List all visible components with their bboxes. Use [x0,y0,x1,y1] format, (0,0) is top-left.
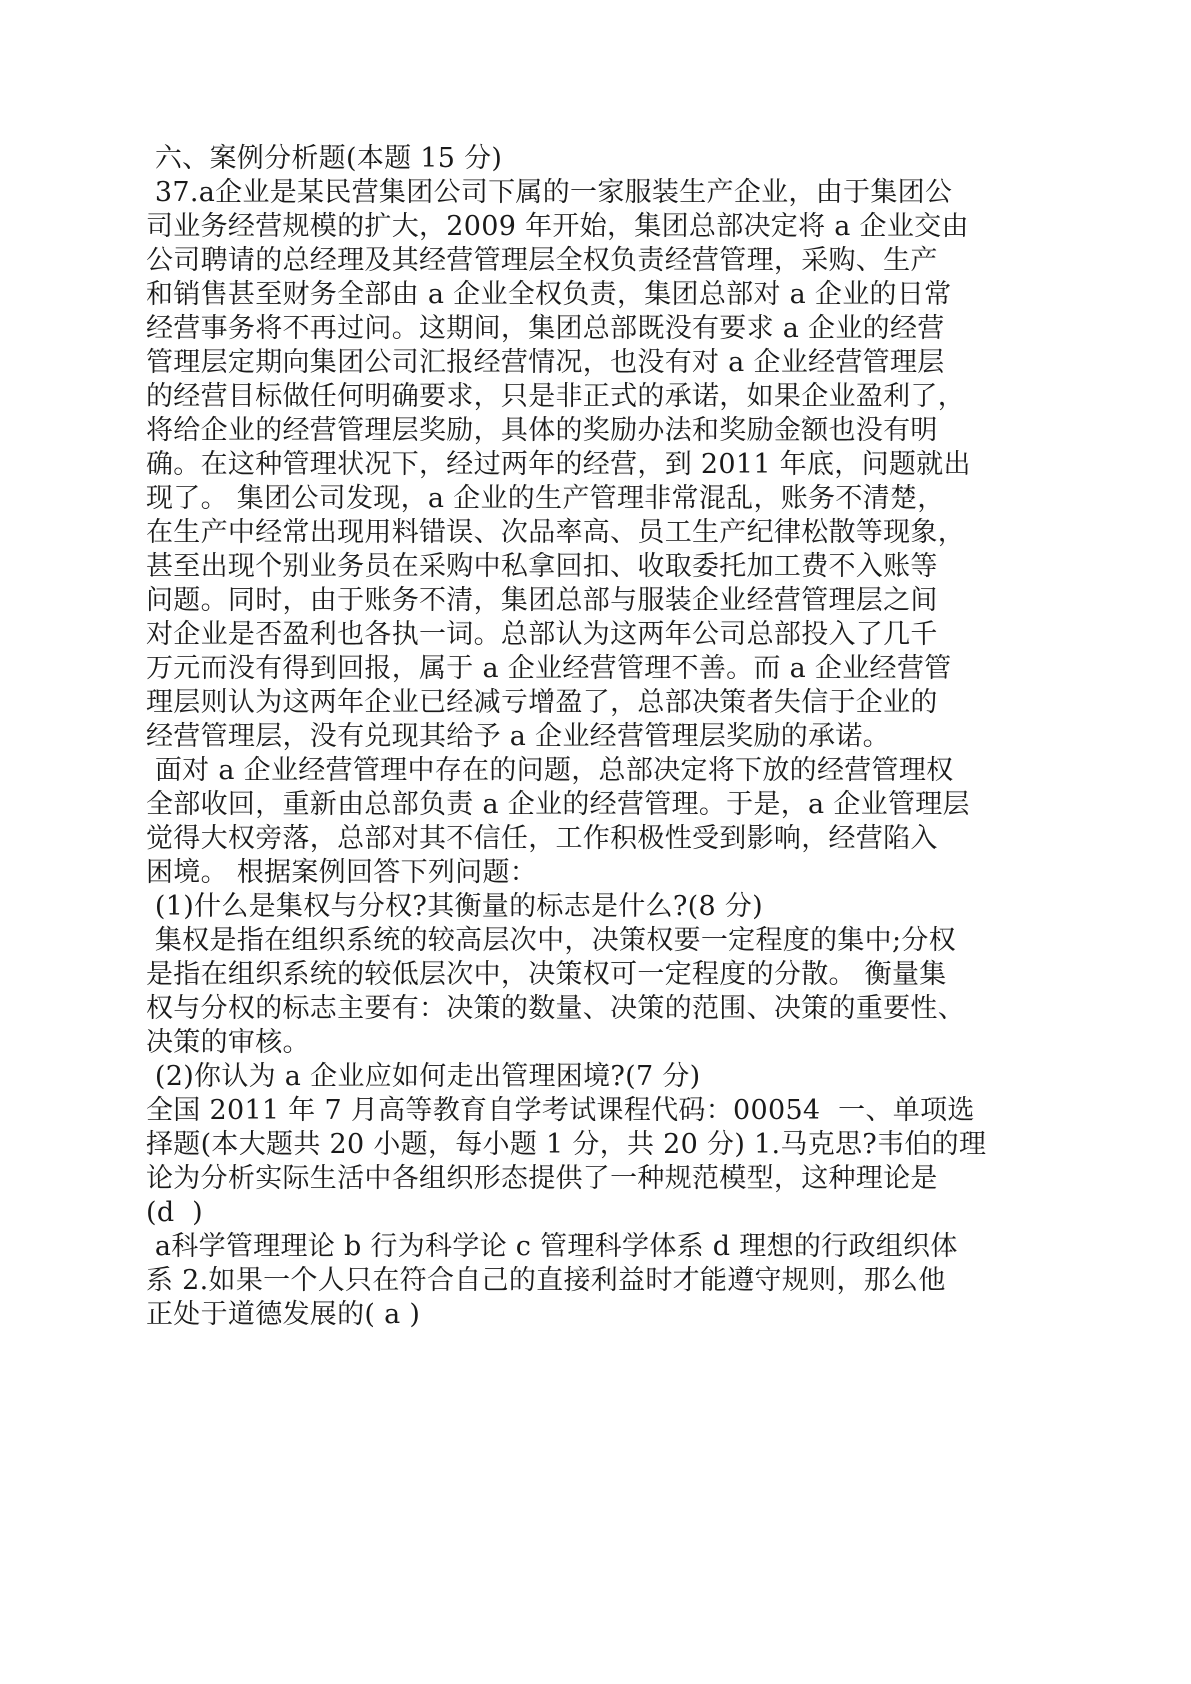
text-line: 37.a企业是某民营集团公司下属的一家服装生产企业，由于集团公 [146,177,953,208]
text-line: 全国 2011 年 7 月高等教育自学考试课程代码：00054 一、单项选 [146,1095,975,1126]
answer-line: 权与分权的标志主要有：决策的数量、决策的范围、决策的重要性、 [146,993,965,1024]
text-line: 的经营目标做任何明确要求，只是非正式的承诺，如果企业盈利了， [146,381,965,412]
text-line: 经营管理层，没有兑现其给予 a 企业经营管理层奖励的承诺。 [146,721,890,752]
text-line: 问题。同时，由于账务不清，集团总部与服装企业经营管理层之间 [146,585,938,616]
question-line: (2)你认为 a 企业应如何走出管理困境?(7 分) [146,1061,701,1092]
answer-line: 集权是指在组织系统的较高层次中，决策权要一定程度的集中;分权 [146,925,956,956]
text-line: (d ) [146,1197,204,1228]
text-line: 确。在这种管理状况下，经过两年的经营，到 2011 年底，问题就出 [146,449,971,480]
text-line: 在生产中经常出现用料错误、次品率高、员工生产纪律松散等现象， [146,517,965,548]
text-line: 现了。 集团公司发现，a 企业的生产管理非常混乱，账务不清楚， [146,483,945,514]
question-line: (1)什么是集权与分权?其衡量的标志是什么?(8 分) [146,891,764,922]
answer-line: 是指在组织系统的较低层次中，决策权可一定程度的分散。 衡量集 [146,959,947,990]
text-line: 经营事务将不再过问。这期间，集团总部既没有要求 a 企业的经营 [146,313,945,344]
text-line: 和销售甚至财务全部由 a 企业全权负责，集团总部对 a 企业的日常 [146,279,952,310]
text-line: 司业务经营规模的扩大，2009 年开始，集团总部决定将 a 企业交由 [146,211,969,242]
answer-line: 决策的审核。 [146,1027,310,1058]
text-line: 论为分析实际生活中各组织形态提供了一种规范模型，这种理论是 [146,1163,938,1194]
text-line: 将给企业的经营管理层奖励，具体的奖励办法和奖励金额也没有明 [146,415,938,446]
text-line: a科学管理理论 b 行为科学论 c 管理科学体系 d 理想的行政组织体 [146,1231,958,1262]
section-heading: 六、案例分析题(本题 15 分) [146,143,503,174]
text-line: 理层则认为这两年企业已经减亏增盈了，总部决策者失信于企业的 [146,687,938,718]
text-line: 万元而没有得到回报，属于 a 企业经营管理不善。而 a 企业经营管 [146,653,952,684]
text-line: 正处于道德发展的( a ) [146,1299,421,1330]
text-line: 甚至出现个别业务员在采购中私拿回扣、收取委托加工费不入账等 [146,551,938,582]
text-line: 择题(本大题共 20 小题，每小题 1 分，共 20 分) 1.马克思?韦伯的理 [146,1129,987,1160]
text-line: 困境。 根据案例回答下列问题： [146,857,538,888]
text-line: 管理层定期向集团公司汇报经营情况，也没有对 a 企业经营管理层 [146,347,945,378]
text-line: 觉得大权旁落，总部对其不信任，工作积极性受到影响，经营陷入 [146,823,938,854]
text-line: 公司聘请的总经理及其经营管理层全权负责经营管理，采购、生产 [146,245,938,276]
text-line: 全部收回，重新由总部负责 a 企业的经营管理。于是，a 企业管理层 [146,789,970,820]
text-line: 对企业是否盈利也各执一词。总部认为这两年公司总部投入了几千 [146,619,938,650]
text-line: 系 2.如果一个人只在符合自己的直接利益时才能遵守规则，那么他 [146,1265,946,1296]
text-line: 面对 a 企业经营管理中存在的问题，总部决定将下放的经营管理权 [146,755,954,786]
